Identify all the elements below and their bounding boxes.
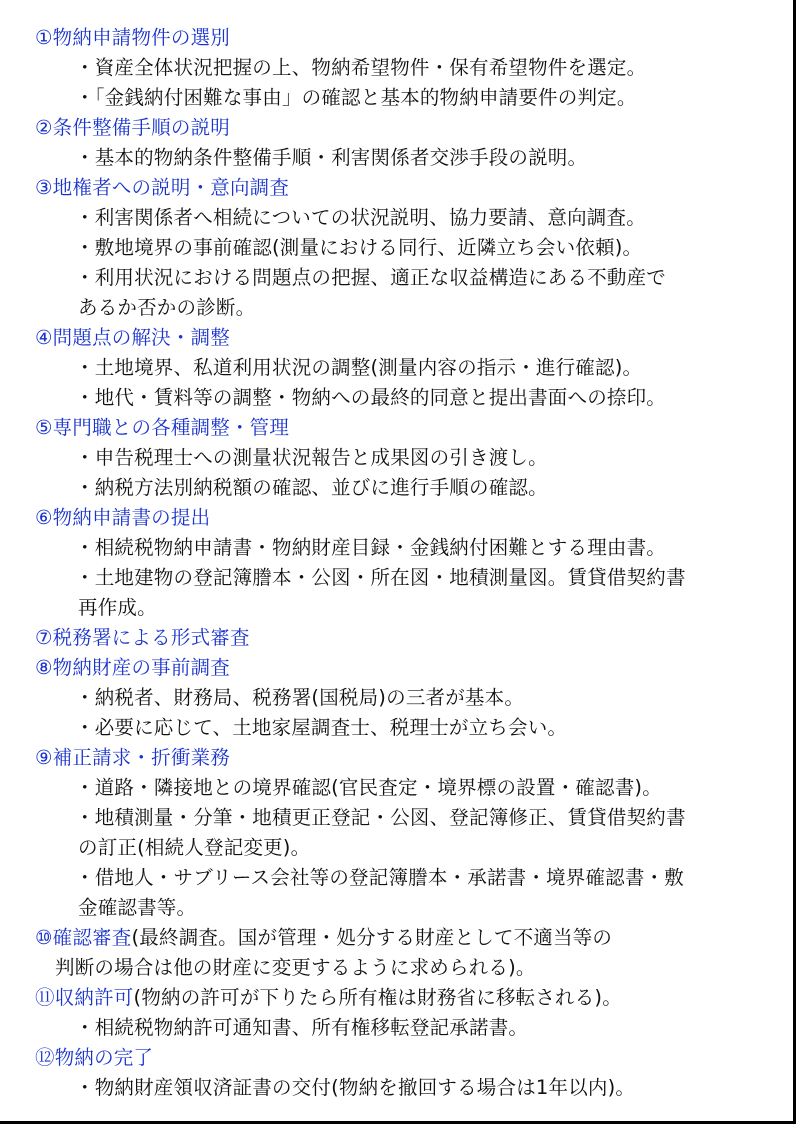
section-heading-12: ⑫物納の完了	[35, 1046, 154, 1069]
section-heading-7: ⑦税務署による形式審査	[35, 626, 250, 649]
list-item-continuation: 金確認書等。	[78, 896, 197, 919]
list-item: ・土地建物の登記簿謄本・公図・所在図・地積測量図。賃貸借契約書	[75, 566, 686, 589]
list-item: ・納税者、財務局、税務署(国税局)の三者が基本。	[75, 686, 525, 709]
list-item: ・土地境界、私道利用状況の調整(測量内容の指示・進行確認)。	[75, 356, 643, 379]
list-item: ・必要に応じて、土地家屋調査士、税理士が立ち会い。	[75, 716, 568, 739]
list-item: ・相続税物納許可通知書、所有権移転登記承諾書。	[75, 1016, 529, 1039]
list-item: ・利害関係者へ相続についての状況説明、協力要請、意向調査。	[75, 206, 646, 229]
section-note-continuation: 判断の場合は他の財産に変更するように求められる)。	[55, 956, 536, 979]
list-item: ・借地人・サブリース会社等の登記簿謄本・承諾書・境界確認書・敷	[75, 866, 684, 889]
list-item-continuation: 再作成。	[78, 596, 157, 619]
list-item-continuation: あるか否かの診断。	[78, 296, 256, 319]
section-heading-4: ④問題点の解決・調整	[35, 326, 230, 349]
section-heading-10	[0, 923, 793, 953]
section-heading-1: ①物納申請物件の選別	[35, 26, 230, 49]
section-heading-8: ⑧物納財産の事前調査	[35, 656, 230, 679]
section-heading-3: ③地権者への説明・意向調査	[35, 176, 290, 199]
list-item: ・地代・賃料等の調整・物納への最終的同意と提出書面への捺印。	[75, 386, 667, 409]
list-item-continuation: の訂正(相続人登記変更)。	[78, 836, 311, 859]
list-item: ・物納財産領収済証書の交付(物納を撤回する場合は1年以内)。	[75, 1076, 636, 1099]
section-heading-9: ⑨補正請求・折衝業務	[35, 746, 230, 769]
section-heading-2: ②条件整備手順の説明	[35, 116, 230, 139]
list-item: ・基本的物納条件整備手順・利害関係者交渉手段の説明。	[75, 146, 588, 169]
section-note: (最終調査。国が管理・処分する財産として不適当等の	[131, 926, 613, 949]
list-item: ・相続税物納申請書・物納財産目録・金銭納付困難とする理由書。	[75, 536, 667, 559]
section-title: ⑪収納許可	[35, 986, 134, 1009]
list-item: ・申告税理士への測量状況報告と成果図の引き渡し。	[75, 446, 548, 469]
list-item: ・敷地境界の事前確認(測量における同行、近隣立ち会い依頼)。	[75, 236, 643, 259]
list-item: ・資産全体状況把握の上、物納希望物件・保有希望物件を選定。	[75, 56, 647, 79]
list-item: ・利用状況における問題点の把握、適正な収益構造にある不動産で	[75, 266, 667, 289]
section-heading-6: ⑥物納申請書の提出	[35, 506, 211, 529]
list-item: ・道路・隣接地との境界確認(官民査定・境界標の設置・確認書)。	[75, 776, 662, 799]
section-note: (物納の許可が下りたら所有権は財務省に移転される)。	[133, 986, 622, 1009]
list-item: ・「金銭納付困難な事由」の確認と基本的物納申請要件の判定。	[75, 86, 637, 109]
section-title: ⑩確認審査	[35, 926, 132, 949]
section-heading-5: ⑤専門職との各種調整・管理	[35, 416, 290, 439]
list-item: ・地積測量・分筆・地積更正登記・公図、登記簿修正、賃貸借契約書	[75, 806, 686, 829]
section-heading-11	[0, 983, 793, 1013]
list-item: ・納税方法別納税額の確認、並びに進行手順の確認。	[75, 476, 548, 499]
